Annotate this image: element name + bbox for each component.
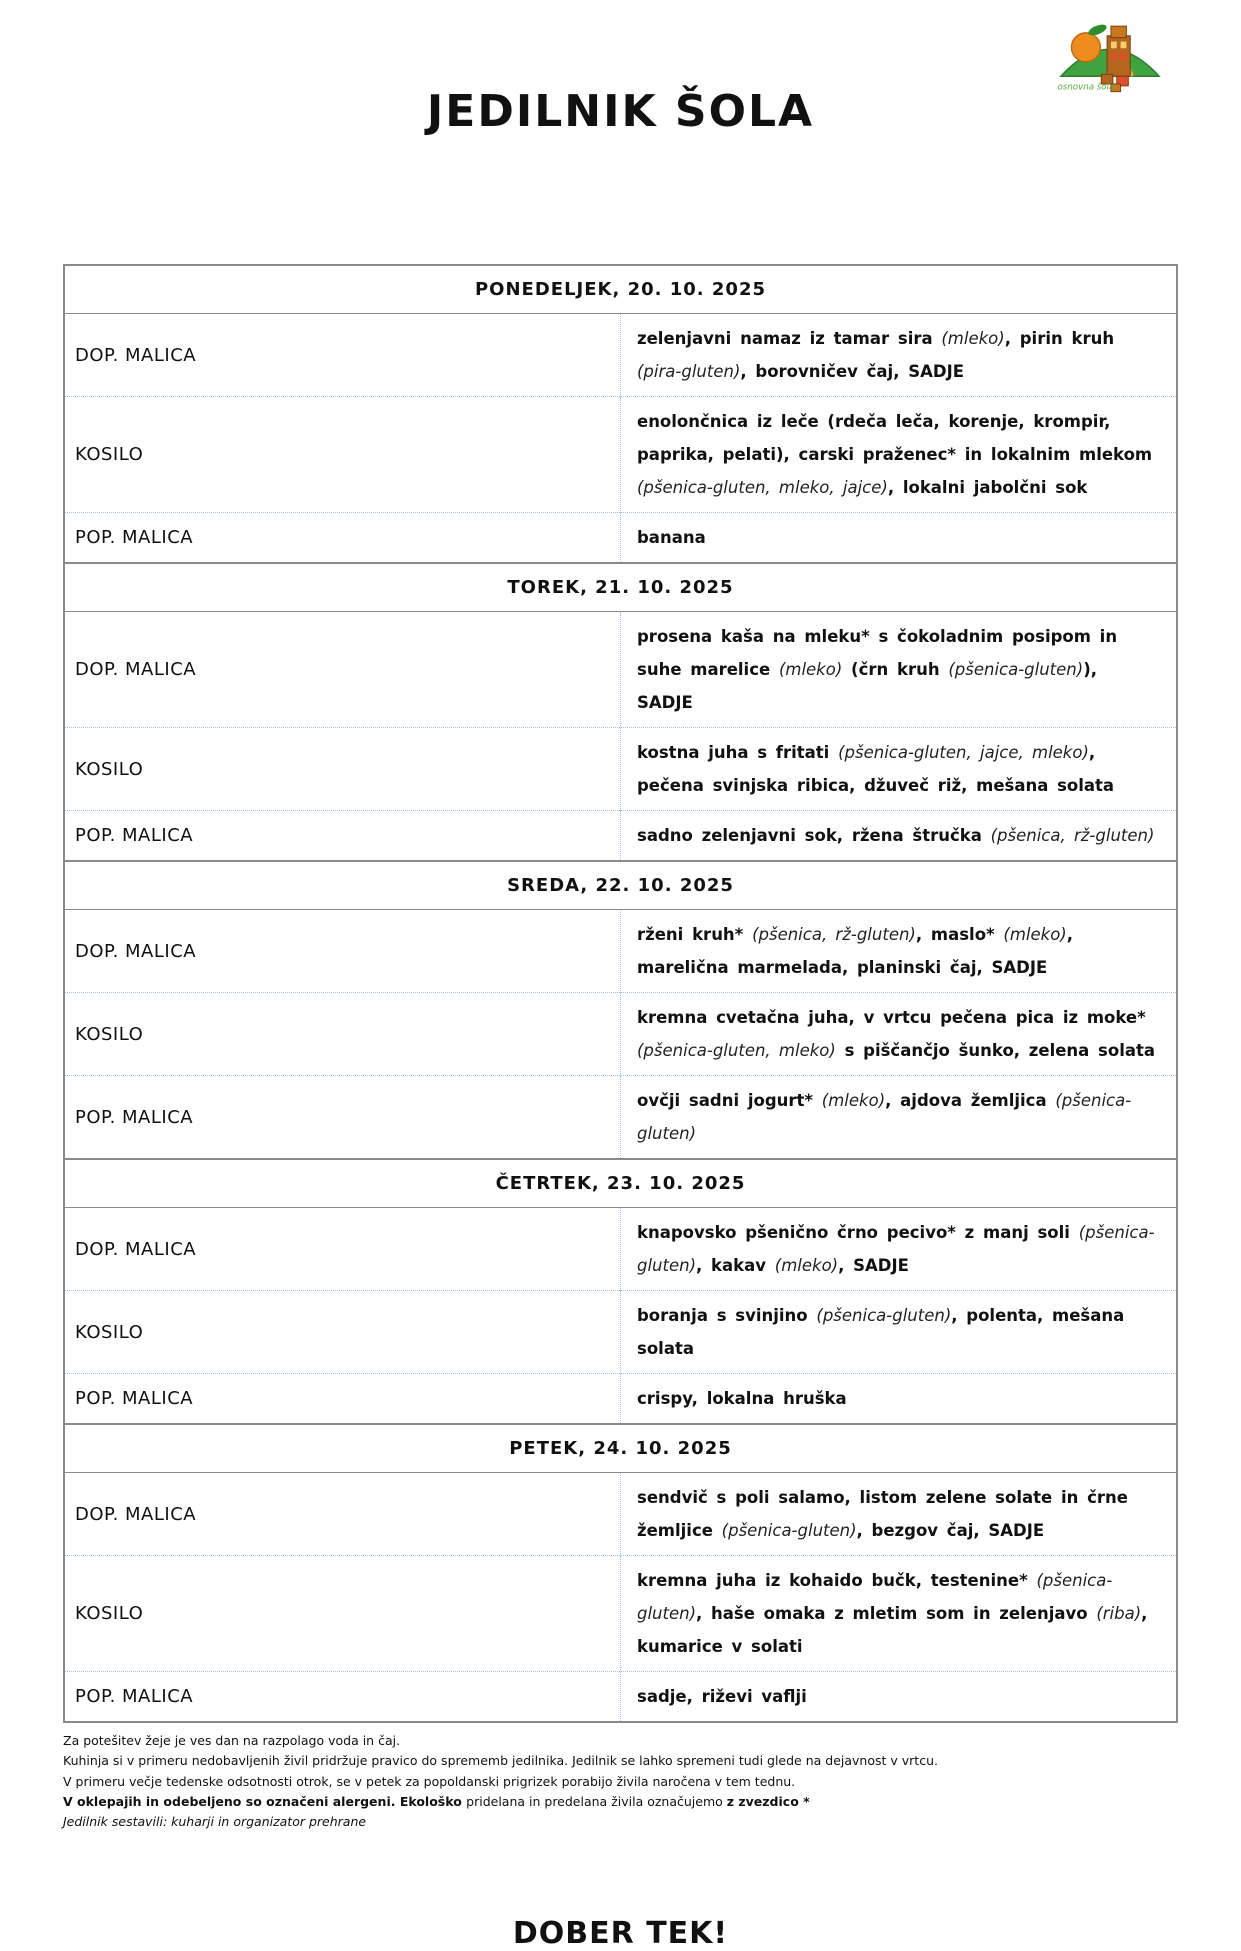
meal-content [621, 1374, 1178, 1425]
day-section-header-row [64, 861, 1177, 910]
text-segment: (pšenica-gluten) [637, 1223, 1155, 1275]
text-segment: knapovsko pšenično črno pecivo* z manj soli [637, 1223, 1079, 1242]
meal-content [621, 1556, 1178, 1672]
text-segment: sendvič s poli salamo, listom zelene solate in črne žemljice [637, 1488, 1128, 1540]
meal-label: POP. MALICA [64, 1076, 621, 1160]
meal-content [621, 1208, 1178, 1291]
meal-label: DOP. MALICA [64, 910, 621, 993]
meal-label: DOP. MALICA [64, 1473, 621, 1556]
text-segment: (mleko) [778, 660, 843, 679]
page-title: JEDILNIK ŠOLA [426, 86, 815, 137]
day-header: TOREK, 21. 10. 2025 [64, 563, 1177, 612]
day-header: PONEDELJEK, 20. 10. 2025 [64, 265, 1177, 314]
text-segment: (pšenica, rž-gluten) [990, 826, 1155, 845]
meal-label: KOSILO [64, 728, 621, 811]
text-segment: (pšenica-gluten) [637, 1571, 1113, 1623]
text-segment: V primeru večje tedenske odsotnosti otrok, se v petek za popoldanski prigrizek porabijo živila naročena v tem tednu. [63, 1773, 796, 1789]
day-section-header-row [64, 563, 1177, 612]
footer-note [63, 1792, 1123, 1812]
text-segment: (mleko) [774, 1256, 839, 1275]
text-segment: (pšenica-gluten) [721, 1521, 857, 1540]
text-segment: Za potešitev žeje je ves dan na razpolago voda in čaj. [63, 1733, 401, 1748]
document-header [0, 0, 1241, 160]
text-segment: crispy, lokalna hruška [637, 1389, 847, 1408]
meal-row [64, 993, 1177, 1076]
text-segment: kostna juha s fritati [637, 743, 839, 762]
footer-note [63, 1772, 1123, 1792]
text-segment: Kuhinja si v primeru nedobavljenih živil pridržuje pravico do sprememb jedilnika. Jedilnik se lahko spremeni tudi glede na dejavnost v vrtcu. [63, 1753, 938, 1769]
text-segment: rženi kruh* [637, 925, 753, 944]
text-segment: (mleko) [941, 329, 1005, 348]
meal-content [621, 314, 1178, 397]
meal-content [621, 728, 1178, 811]
school-logo-illustration [1057, 16, 1163, 96]
text-segment: (mleko) [1003, 925, 1067, 944]
meal-label: DOP. MALICA [64, 314, 621, 397]
bon-appetit-text: DOBER TEK! [512, 1916, 729, 1951]
meal-row [64, 811, 1177, 862]
text-segment: , polenta, mešana solata [637, 1306, 1125, 1358]
text-segment: sadno zelenjavni sok, ržena štručka [637, 826, 991, 845]
day-section-header-row [64, 265, 1177, 314]
meal-row [64, 513, 1177, 564]
text-segment: (črn kruh [842, 660, 949, 679]
meal-content [621, 910, 1178, 993]
meal-row [64, 314, 1177, 397]
day-section-header-row [64, 1424, 1177, 1473]
meal-label: KOSILO [64, 993, 621, 1076]
menu-table [63, 264, 1178, 1723]
text-segment: sadje, riževi vaflji [637, 1687, 807, 1706]
meal-row [64, 1556, 1177, 1672]
text-segment: , maslo* [915, 925, 1004, 944]
text-segment: ovčji sadni jogurt* [637, 1091, 822, 1110]
meal-content [621, 1291, 1178, 1374]
meal-row [64, 728, 1177, 811]
meal-row [64, 1208, 1177, 1291]
text-segment: (pšenica-gluten, mleko, jajce) [637, 478, 888, 497]
meal-content [621, 397, 1178, 513]
text-segment: , haše omaka z mletim som in zelenjavo [696, 1604, 1097, 1623]
meal-content [621, 612, 1178, 728]
text-segment: enolončnica iz leče (rdeča leča, korenje, krompir, paprika, pelati), carski praženec* in lokalnim mlekom [637, 412, 1153, 464]
text-segment: prosena kaša na mleku* s čokoladnim posipom in suhe marelice [637, 627, 1118, 679]
text-segment: z zvezdico * [726, 1793, 810, 1809]
text-segment: , ajdova žemljica [885, 1091, 1056, 1110]
text-segment: (pšenica-gluten, jajce, mleko) [838, 743, 1089, 762]
text-segment: , marelična marmelada, planinski čaj, SADJE [637, 925, 1074, 977]
footer-note [63, 1731, 1123, 1751]
meal-content [621, 1672, 1178, 1723]
meal-label: KOSILO [64, 1291, 621, 1374]
text-segment: , pečena svinjska ribica, džuveč riž, mešana solata [637, 743, 1115, 795]
meal-row [64, 397, 1177, 513]
text-segment: , bezgov čaj, SADJE [856, 1521, 1045, 1540]
day-header: SREDA, 22. 10. 2025 [64, 861, 1177, 910]
text-segment: boranja s svinjino [637, 1306, 817, 1325]
meal-content [621, 993, 1178, 1076]
text-segment: (pšenica-gluten, mleko) [637, 1041, 836, 1060]
day-header: ČETRTEK, 23. 10. 2025 [64, 1159, 1177, 1208]
text-segment: s piščančjo šunko, zelena solata [835, 1041, 1156, 1060]
text-segment: (mleko) [821, 1091, 886, 1110]
logo-caption: osnovna šola [1057, 82, 1115, 93]
meal-content [621, 1473, 1178, 1556]
meal-row [64, 1076, 1177, 1160]
text-segment: , lokalni jabolčni sok [887, 478, 1088, 497]
text-segment: Jedilnik sestavili: kuharji in organizator prehrane [63, 1814, 367, 1829]
text-segment: kremna juha iz kohaido bučk, testenine* [637, 1571, 1037, 1590]
day-section-header-row [64, 1159, 1177, 1208]
meal-label: POP. MALICA [64, 1374, 621, 1425]
meal-row [64, 1672, 1177, 1723]
text-segment: , kakav [696, 1256, 775, 1275]
meal-content [621, 811, 1178, 862]
meal-row [64, 1374, 1177, 1425]
meal-content [621, 513, 1178, 564]
text-segment: (pšenica-gluten) [637, 1091, 1132, 1143]
text-segment: , borovničev čaj, SADJE [740, 362, 964, 381]
text-segment: (pšenica, rž-gluten) [752, 925, 916, 944]
text-segment: (riba) [1096, 1604, 1142, 1623]
text-segment: (pšenica-gluten) [948, 660, 1084, 679]
meal-label: POP. MALICA [64, 1672, 621, 1723]
meal-label: POP. MALICA [64, 811, 621, 862]
footer-notes [63, 1731, 1123, 1832]
text-segment: V oklepajih in odebeljeno so označeni alergeni. Ekološko [63, 1793, 467, 1809]
text-segment: (pšenica-gluten) [816, 1306, 952, 1325]
footer-note [63, 1812, 1123, 1832]
meal-row [64, 910, 1177, 993]
school-logo [1057, 16, 1163, 96]
text-segment: , kumarice v solati [637, 1604, 1148, 1656]
meal-row [64, 612, 1177, 728]
meal-label: DOP. MALICA [64, 1208, 621, 1291]
meal-content [621, 1076, 1178, 1160]
text-segment: zelenjavni namaz iz tamar sira [637, 329, 942, 348]
meal-row [64, 1473, 1177, 1556]
text-segment: pridelana in predelana živila označujemo [466, 1793, 727, 1809]
text-segment: , SADJE [838, 1256, 909, 1275]
meal-row [64, 1291, 1177, 1374]
text-segment: ), SADJE [637, 660, 1098, 712]
meal-label: POP. MALICA [64, 513, 621, 564]
meal-label: KOSILO [64, 1556, 621, 1672]
text-segment: banana [637, 528, 706, 547]
text-segment: , pirin kruh [1004, 329, 1115, 348]
text-segment: kremna cvetačna juha, v vrtcu pečena pica iz moke* [637, 1008, 1146, 1027]
meal-label: DOP. MALICA [64, 612, 621, 728]
day-header: PETEK, 24. 10. 2025 [64, 1424, 1177, 1473]
meal-label: KOSILO [64, 397, 621, 513]
footer-note [63, 1751, 1123, 1771]
text-segment: (pira-gluten) [637, 362, 741, 381]
